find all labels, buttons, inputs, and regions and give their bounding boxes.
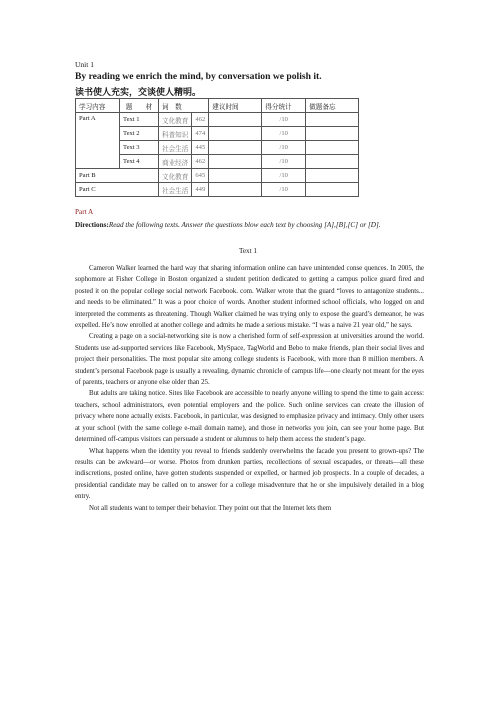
time-cell: [209, 141, 262, 155]
score-cell: /10: [262, 155, 306, 169]
memo-cell: [306, 127, 359, 141]
time-cell: [209, 127, 262, 141]
text-cell: Text 1: [120, 113, 159, 127]
table-row: [76, 113, 359, 127]
unit-title: By reading we enrich the mind, by conversation we polish it.: [75, 71, 322, 82]
table-header-row: [76, 99, 359, 113]
topic-cell: 社会生活: [159, 141, 192, 155]
table-row: [76, 183, 359, 197]
score-cell: /10: [262, 113, 306, 127]
header-cell: 得分统计: [262, 99, 306, 113]
time-cell: [209, 155, 262, 169]
topic-cell: 社会生活: [159, 183, 192, 197]
topic-cell: 文化教育: [159, 113, 192, 127]
section-label: Part A: [75, 208, 94, 216]
words-cell: 462: [192, 113, 209, 127]
text-cell: Text 3: [120, 141, 159, 155]
study-plan-table: [75, 98, 359, 197]
memo-cell: [306, 113, 359, 127]
header-cell: 题 材: [120, 99, 159, 113]
words-cell: 462: [192, 155, 209, 169]
time-cell: [209, 169, 262, 183]
header-cell: 词 数: [159, 99, 209, 113]
unit-subtitle: 读书使人充实，交谈使人精明。: [75, 87, 202, 97]
unit-label: Unit 1: [75, 60, 94, 69]
text-title: Text 1: [238, 247, 258, 255]
words-cell: 645: [192, 169, 209, 183]
header-cell: 做题备忘: [306, 99, 359, 113]
table-row: [76, 169, 359, 183]
score-cell: /10: [262, 141, 306, 155]
words-cell: 449: [192, 183, 209, 197]
part-cell: Part A: [76, 113, 120, 169]
topic-cell: 科普知识: [159, 127, 192, 141]
topic-cell: 商业经济: [159, 155, 192, 169]
memo-cell: [306, 155, 359, 169]
passage: [75, 263, 424, 514]
topic-cell: 文化教育: [159, 169, 192, 183]
passage-paragraph: Not all students want to temper their behavior. They point out that the Internet lets them: [89, 504, 332, 512]
passage-paragraph: What happens when the identity you reveal to friends suddenly overwhelms the facade you present to grown-ups? The results can be awkward—or worse. Photos from drunken parties, recollections of sexual escapades, or threats—all these indiscretions, posted online, have gotten students suspended or expelled, or harmed job prospects. In a couple of decades, a presidential candidate may be called on to answer for a college misadventure that he or she impulsively detailed in a blog entry.: [75, 447, 424, 501]
time-cell: [209, 113, 262, 127]
text-cell: Text 4: [120, 155, 159, 169]
directions-text: Read the following texts. Answer the questions blow each text by choosing [A],[B],[C] or [D].: [108, 221, 381, 229]
memo-cell: [306, 183, 359, 197]
text-cell: Text 2: [120, 127, 159, 141]
directions: [75, 220, 425, 231]
passage-paragraph: But adults are taking notice. Sites like Facebook are accessible to nearly anyone willing to spend the time to gain access: teachers, school administrators, even potential employers and the police. Such online services can create the illusion of privacy where none actually exists. Facebook, in particular, was designed to emphasize privacy and intimacy. Only other users at your school (with the same college e-mail domain name), and those in networks you join, can see your home page. But determined off-campus visitors can persuade a student or alumnus to help them access the student’s page.: [75, 390, 424, 444]
words-cell: 445: [192, 141, 209, 155]
words-cell: 474: [192, 127, 209, 141]
score-cell: /10: [262, 127, 306, 141]
score-cell: /10: [262, 183, 306, 197]
header-cell: 建议时间: [209, 99, 262, 113]
memo-cell: [306, 169, 359, 183]
directions-label: Directions:: [75, 221, 109, 229]
score-cell: /10: [262, 169, 306, 183]
time-cell: [209, 183, 262, 197]
header-cell: 学习内容: [76, 99, 120, 113]
part-cell: Part C: [76, 183, 159, 197]
passage-paragraph: Cameron Walker learned the hard way that sharing information online can have unintended conse quences. In 2005, the sophomore at Fisher College in Boston organized a student petition dedicated to getting a campus police guard fired and posted it on the popular college social network Facebook. com. Walker wrote that the guard “loves to antagonize students... and needs to be eliminated.” It was a poor choice of words. Another student informed school officials, who logged on and interpreted the comments as threatening. Though Walker claimed he was trying only to expose the guard’s demeanor, he was expelled. He’s now enrolled at another college and admits he made a serious mistake. “I was a naive 21 year old,” he says.: [75, 265, 424, 330]
passage-paragraph: Creating a page on a social-networking site is now a cherished form of self-expression at universities around the world. Students use ad-supported services like Facebook, MySpace, TagWorld and Bebo to make friends, plan their social lives and project their personalities. The most popular site among college students is Facebook, with more than 8 million members. A student’s personal Facebook page is usually a revealing, dynamic chronicle of campus life—one clearly not meant for the eyes of parents, teachers or anyone else older than 25.: [75, 333, 424, 387]
memo-cell: [306, 141, 359, 155]
part-cell: Part B: [76, 169, 159, 183]
